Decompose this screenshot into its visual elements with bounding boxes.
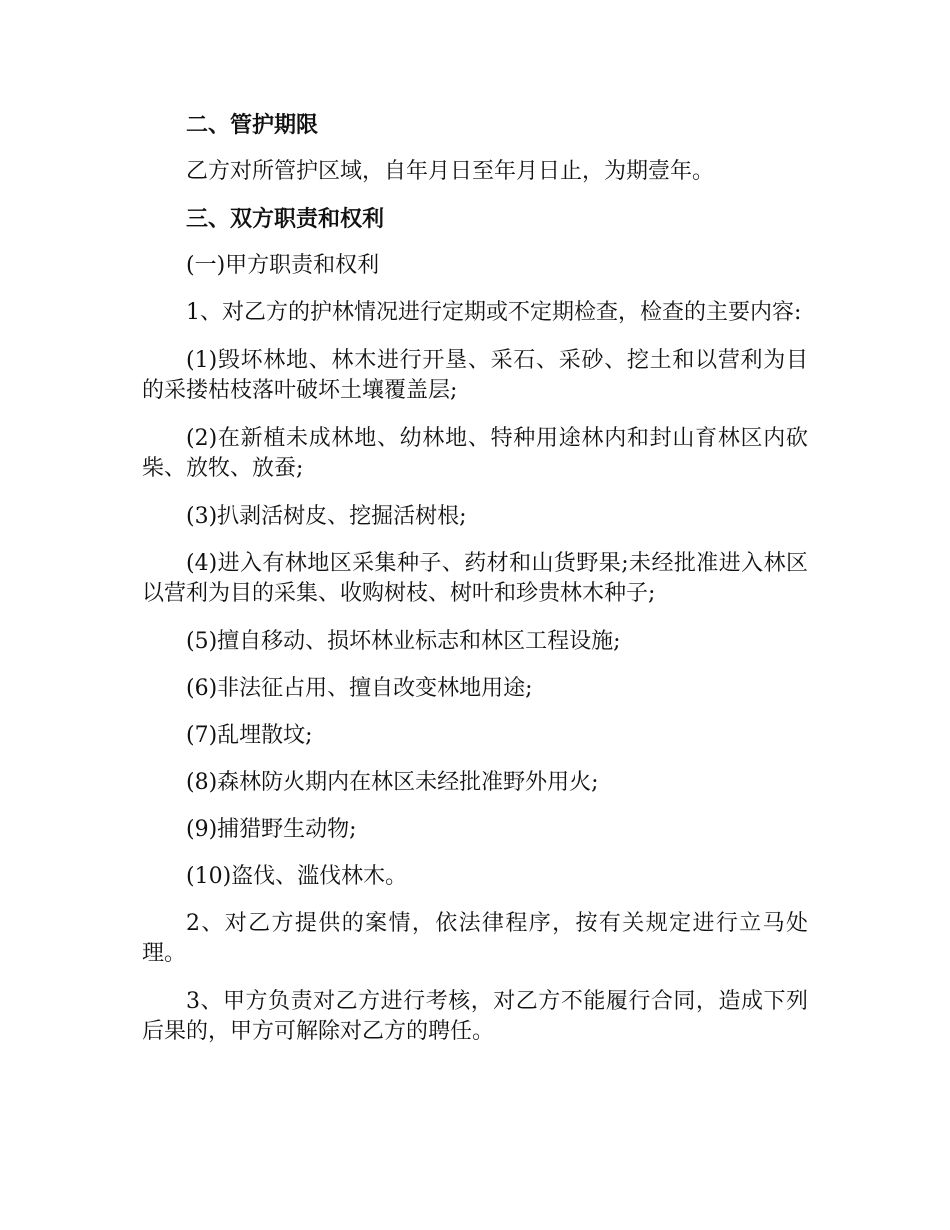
sub-item-8: (8)森林防火期内在林区未经批准野外用火; <box>186 770 599 795</box>
sub-item-5: (5)擅自移动、损坏林业标志和林区工程设施; <box>186 629 621 654</box>
document-body <box>142 110 808 1065</box>
term-paragraph: 乙方对所管护区域，自年月日至年月日止，为期壹年。 <box>186 159 715 184</box>
sub-item-6: (6)非法征占用、擅自改变林地用途; <box>186 676 533 701</box>
sub-item-2: (2)在新植未成林地、幼林地、特种用途林内和封山育林区内砍柴、放牧、放蚕; <box>142 426 808 481</box>
sub-item-4: (4)进入有林地区采集种子、药材和山货野果;未经批准进入林区以营利为目的采集、收购树枝、树叶和珍贵林木种子; <box>142 551 808 606</box>
clause-3: 3、甲方负责对乙方进行考核，对乙方不能履行合同，造成下列后果的，甲方可解除对乙方的聘任。 <box>142 989 808 1044</box>
sub-item-1: (1)毁坏林地、林木进行开垦、采石、采砂、挖土和以营利为目的采搂枯枝落叶破坏土壤覆盖层; <box>142 348 808 403</box>
sub-item-7: (7)乱埋散坟; <box>186 723 313 748</box>
sub-item-9: (9)捕猎野生动物; <box>186 817 357 842</box>
section-heading-duties: 三、双方职责和权利 <box>186 206 385 232</box>
sub-item-3: (3)扒剥活树皮、挖掘活树根; <box>186 504 467 529</box>
section-heading-term: 二、管护期限 <box>186 112 319 138</box>
subheading-party-a: (一)甲方职责和权利 <box>186 253 380 278</box>
sub-item-10: (10)盗伐、滥伐林木。 <box>186 864 408 889</box>
clause-1: 1、对乙方的护林情况进行定期或不定期检查，检查的主要内容: <box>186 300 802 325</box>
clause-2: 2、对乙方提供的案情，依法律程序，按有关规定进行立马处理。 <box>142 911 808 966</box>
